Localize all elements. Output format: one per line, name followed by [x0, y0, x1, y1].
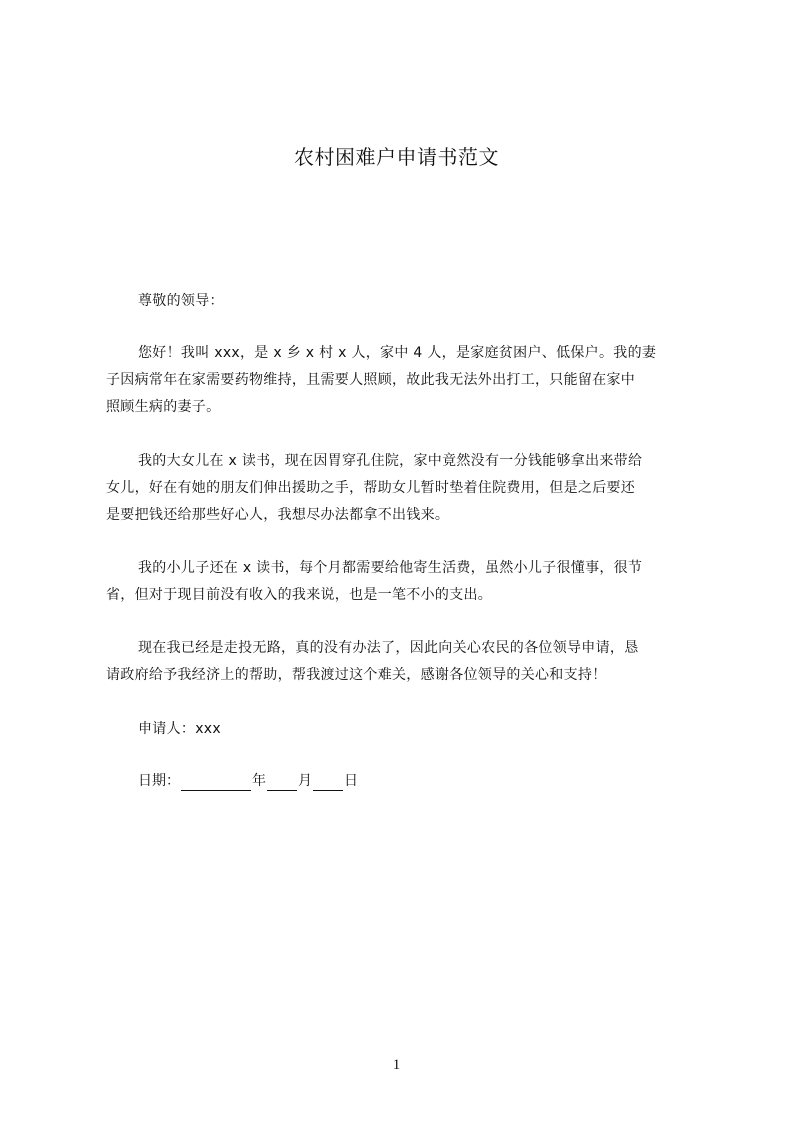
paragraph-line: 您好！我叫 xxx，是 x 乡 x 村 x 人，家中 4 人，是家庭贫困户、低保户。我的妻 [138, 345, 657, 361]
paragraph-line: 我的大女儿在 x 读书，现在因胃穿孔住院，家中竟然没有一分钱能够拿出来带给 [138, 453, 643, 469]
paragraph-line: 是要把钱还给那些好心人，我想尽办法都拿不出钱来。 [106, 507, 450, 523]
year-blank [181, 774, 251, 791]
applicant-line: 申请人：xxx [138, 721, 221, 737]
salutation: 尊敬的领导： [138, 293, 224, 309]
date-label: 日期： [138, 773, 180, 789]
day-blank [313, 774, 343, 791]
document-title: 农村困难户申请书范文 [294, 145, 499, 169]
paragraph-line: 子因病常年在家需要药物维持，且需要人照顾，故此我无法外出打工，只能留在家中 [106, 372, 636, 388]
day-unit: 日 [344, 773, 358, 789]
month-blank [267, 774, 297, 791]
month-unit: 月 [298, 773, 312, 789]
paragraph-line: 请政府给予我经济上的帮助，帮我渡过这个难关，感谢各位领导的关心和支持！ [106, 667, 607, 683]
paragraph-line: 现在我已经是走投无路，真的没有办法了，因此向关心农民的各位领导申请，恳 [138, 640, 639, 656]
paragraph-line: 我的小儿子还在 x 读书，每个月都需要给他寄生活费，虽然小儿子很懂事，很节 [138, 560, 643, 576]
year-unit: 年 [252, 773, 266, 789]
paragraph-line: 照顾生病的妻子。 [106, 399, 221, 415]
paragraph-line: 女儿，好在有她的朋友们伸出援助之手，帮助女儿暂时垫着住院费用，但是之后要还 [106, 480, 636, 496]
date-line [138, 771, 358, 791]
page-number: 1 [392, 1057, 401, 1073]
paragraph-line: 省，但对于现目前没有收入的我来说，也是一笔不小的支出。 [106, 587, 493, 603]
